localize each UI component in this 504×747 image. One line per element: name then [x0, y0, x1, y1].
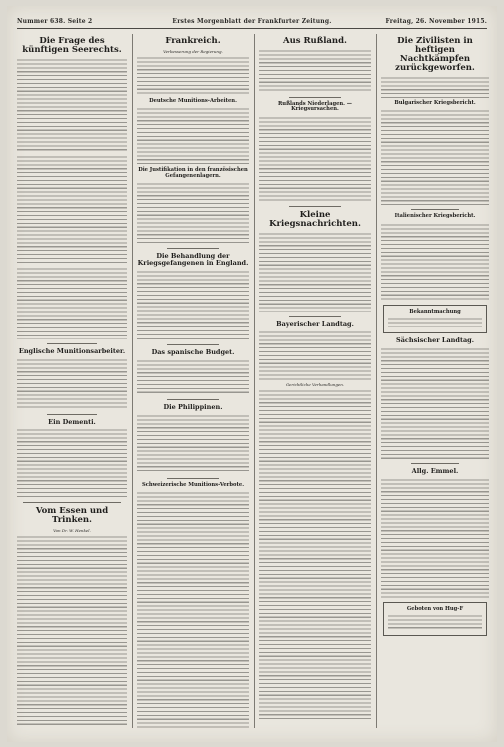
- article-text: [137, 359, 249, 395]
- article-text: [137, 107, 249, 165]
- headline-munitionsarbeiter: Englische Munitionsarbeiter.: [18, 346, 126, 355]
- article-text: [137, 56, 249, 96]
- article-text: [137, 270, 249, 340]
- subheadline: Verbesserung der Regierung.: [163, 48, 223, 54]
- headline-kleine-kriegsnachrichten: Kleine Kriegsnachrichten.: [269, 209, 361, 229]
- headline-nachtkaempfe: Die Zivilisten in heftigen Nachtkämpfen zurückgeworfen.: [395, 36, 475, 73]
- divider: [289, 206, 341, 207]
- byline: Von Dr. W. Henkel.: [53, 528, 91, 534]
- divider: [167, 344, 219, 345]
- article-text: [17, 358, 127, 410]
- article-text: [137, 182, 249, 244]
- column-4: [381, 34, 489, 728]
- headline-justifikation: Die Justifikation in den französischen Gefangenenlagern.: [138, 167, 248, 179]
- headline-kriegsgefangene: Die Behandlung der Kriegsgefangenen in England.: [137, 252, 249, 268]
- headline-spanisches-budget: Das spanische Budget.: [151, 347, 235, 356]
- headline-philippinen: Die Philippinen.: [163, 402, 223, 411]
- article-text: [259, 116, 371, 202]
- headline-allg-emmel: Allg. Emmel.: [411, 466, 459, 475]
- article-text: [381, 109, 489, 205]
- issue-number: Nummer 638. Seite 2: [17, 18, 93, 25]
- headline-munitions-arbeiten: Deutsche Munitions-Arbeiten.: [149, 97, 237, 104]
- column-3: [259, 34, 371, 728]
- article-text: [381, 76, 489, 98]
- article-text: [381, 478, 489, 598]
- headline-essen-trinken: Vom Essen und Trinken.: [35, 506, 109, 526]
- headline-frankreich: Frankreich.: [165, 36, 221, 46]
- divider: [411, 463, 459, 464]
- headline-munitions-verbote: Schweizerische Munitions-Verbote.: [141, 481, 245, 488]
- divider: [411, 209, 459, 210]
- issue-date: Freitag, 26. November 1915.: [385, 18, 487, 25]
- divider: [47, 414, 97, 415]
- divider: [289, 316, 341, 317]
- column-1: [17, 34, 127, 728]
- subheadline: Gerichtliche Verhandlungen.: [285, 382, 345, 388]
- article-text: [259, 330, 371, 380]
- article-text: [259, 49, 371, 93]
- article-text: [137, 414, 249, 474]
- page-header: [17, 16, 487, 29]
- article-text: [137, 491, 249, 728]
- advert-box: [383, 602, 487, 636]
- headline-russland: Aus Rußland.: [282, 36, 348, 46]
- headline-bulgarischer-bericht: Bulgarischer Kriegsbericht.: [394, 99, 476, 106]
- headline-seerecht: Die Frage des künftigen Seerechts.: [22, 36, 122, 55]
- article-text: [17, 428, 127, 498]
- article-text: [259, 389, 371, 719]
- advert-title: Geboten von Hug-F: [406, 605, 464, 612]
- divider: [167, 478, 219, 479]
- headline-dementi: Ein Dementi.: [48, 417, 96, 426]
- article-text: [259, 232, 371, 312]
- column-divider: [132, 34, 133, 728]
- article-text: [381, 223, 489, 301]
- column-divider: [376, 34, 377, 728]
- article-text: [17, 58, 127, 153]
- masthead-line: Erstes Morgenblatt der Frankfurter Zeitung.: [172, 18, 332, 25]
- divider: [47, 343, 97, 344]
- headline-italienischer-bericht: Italienischer Kriegsbericht.: [394, 213, 476, 220]
- notice-title: Bekanntmachung: [409, 308, 461, 315]
- divider: [23, 502, 121, 503]
- article-text: [17, 155, 127, 265]
- divider: [167, 399, 219, 400]
- headline-saechsischer-landtag: Sächsischer Landtag.: [396, 336, 474, 345]
- notice-box: [383, 305, 487, 333]
- advert-text: [388, 614, 482, 630]
- article-text: [17, 267, 127, 339]
- headline-niederlagen: Rußlands Niederlagen. — Kriegsursachen.: [278, 100, 352, 113]
- column-divider: [254, 34, 255, 728]
- divider: [289, 97, 341, 98]
- article-text: [17, 535, 127, 725]
- column-2: [137, 34, 249, 728]
- divider: [167, 248, 219, 249]
- newspaper-page: [7, 6, 497, 742]
- headline-bayerischer-landtag: Bayerischer Landtag.: [276, 319, 354, 328]
- article-text: [381, 347, 489, 459]
- notice-text: [388, 317, 482, 327]
